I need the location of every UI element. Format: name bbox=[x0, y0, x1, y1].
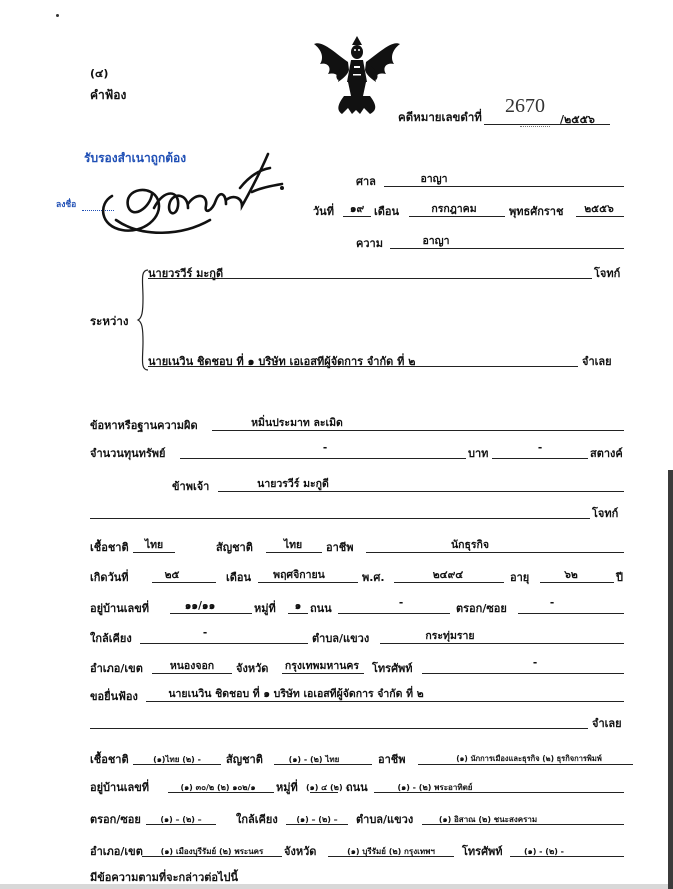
charge-label: ข้อหาหรือฐานความผิด bbox=[90, 419, 198, 432]
d-occupation: (๑) นักการเมืองและธุรกิจ (๒) ธุรกิจการพิมพ์ bbox=[456, 754, 602, 763]
p-moo-label: หมู่ที่ bbox=[254, 602, 276, 615]
d-nationality: (๑) - (๒) ไทย bbox=[288, 755, 340, 764]
file-against-label: ขอยื่นฟ้อง bbox=[90, 690, 138, 703]
p-nationality-label: สัญชาติ bbox=[216, 541, 253, 554]
d-moo-label: หมู่ที่ bbox=[276, 781, 298, 794]
p-race-label: เชื้อชาติ bbox=[90, 541, 129, 554]
me-label: ข้าพเจ้า bbox=[172, 480, 210, 493]
d-road: (๑) - (๒) พระอาทิตย์ bbox=[397, 783, 473, 792]
p-road: - bbox=[398, 597, 404, 609]
file-against-value: นายเนวิน ชิดชอบ ที่ ๑ บริษัท เอเอสทีผู้จัดการ จำกัด ที่ ๒ bbox=[168, 688, 424, 700]
certification-stamp-text: รับรองสำเนาถูกต้อง bbox=[84, 151, 187, 165]
p-soi: - bbox=[549, 597, 555, 609]
p-birth-year-label: พ.ศ. bbox=[362, 571, 385, 584]
amount-value: - bbox=[322, 442, 328, 454]
p-province-label: จังหวัด bbox=[236, 662, 269, 675]
d-road-label: ถนน bbox=[346, 781, 368, 794]
d-near-label: ใกล้เคียง bbox=[236, 813, 278, 826]
d-occupation-label: อาชีพ bbox=[378, 753, 406, 766]
p-race: ไทย bbox=[144, 539, 164, 551]
p-birth-label: เกิดวันที่ bbox=[90, 571, 129, 584]
d-nationality-label: สัญชาติ bbox=[226, 753, 263, 766]
d-subdistrict: (๑) อิสาณ (๒) ชนะสงคราม bbox=[438, 815, 538, 824]
scan-bottom-edge bbox=[0, 884, 673, 889]
form-number: (๔) bbox=[90, 67, 109, 80]
court-label: ศาล bbox=[356, 175, 376, 188]
case-year: /๒๕๕๖ bbox=[560, 113, 595, 126]
dot-mark bbox=[56, 14, 59, 17]
plaintiff-info-role: โจทก์ bbox=[592, 507, 619, 520]
p-occupation-label: อาชีพ bbox=[326, 541, 354, 554]
d-soi: (๑) – (๒) – bbox=[160, 815, 202, 824]
d-phone: (๑) - (๒) - bbox=[524, 847, 564, 856]
date-day: ๑๙ bbox=[349, 203, 365, 215]
closing-text: มีข้อความตามที่จะกล่าวต่อไปนี้ bbox=[90, 871, 239, 884]
year-label: พุทธศักราช bbox=[509, 205, 564, 218]
scratch-mark bbox=[520, 126, 550, 128]
garuda-emblem bbox=[308, 30, 406, 120]
p-house: ๑๑/๑๑ bbox=[184, 600, 216, 612]
d-house: (๑) ๓๐/๒ (๒) ๑๐๒/๑ bbox=[180, 783, 256, 792]
p-phone-label: โทรศัพท์ bbox=[372, 662, 413, 675]
d-province: (๑) บุรีรัมย์ (๒) กรุงเทพฯ bbox=[347, 847, 435, 856]
p-road-label: ถนน bbox=[310, 602, 332, 615]
plaintiff-name: นายวรวีร์ มะกูดี bbox=[148, 267, 224, 280]
court-value: อาญา bbox=[420, 173, 448, 185]
p-phone: - bbox=[532, 657, 538, 669]
p-age: ๖๒ bbox=[564, 569, 578, 581]
d-near: (๑) – (๒) – bbox=[296, 815, 338, 824]
defendant-name: นายเนวิน ชิดชอบ ที่ ๑ บริษัท เอเอสทีผู้จัดการ จำกัด ที่ ๒ bbox=[148, 355, 416, 368]
d-district-label: อำเภอ/เขต bbox=[90, 845, 143, 858]
baht-label: บาท bbox=[468, 447, 489, 460]
d-subdistrict-label: ตำบล/แขวง bbox=[356, 813, 414, 826]
p-near-label: ใกล้เคียง bbox=[90, 632, 132, 645]
case-number-value: 2670 bbox=[505, 95, 545, 117]
form-title: คำฟ้อง bbox=[90, 88, 127, 102]
p-birth-month: พฤศจิกายน bbox=[273, 569, 325, 581]
p-house-label: อยู่บ้านเลขที่ bbox=[90, 602, 150, 615]
handwritten-signature bbox=[92, 148, 292, 243]
scan-right-edge bbox=[668, 470, 673, 889]
baht-value: - bbox=[537, 442, 543, 454]
d-province-label: จังหวัด bbox=[284, 845, 317, 858]
p-subdistrict: กระทุ่มราย bbox=[425, 630, 475, 642]
p-birth-month-label: เดือน bbox=[226, 571, 252, 584]
p-province: กรุงเทพมหานคร bbox=[284, 660, 360, 672]
d-soi-label: ตรอก/ซอย bbox=[90, 813, 141, 826]
p-nationality: ไทย bbox=[283, 539, 303, 551]
case-number-label: คดีหมายเลขดำที่ bbox=[398, 110, 482, 124]
plaintiff-role: โจทก์ bbox=[594, 267, 621, 280]
date-month: กรกฎาคม bbox=[431, 203, 477, 215]
date-year: ๒๕๕๖ bbox=[584, 203, 614, 215]
p-birth-year: ๒๔๙๔ bbox=[432, 569, 464, 581]
p-soi-label: ตรอก/ซอย bbox=[456, 602, 507, 615]
p-birth-day: ๒๕ bbox=[164, 569, 180, 581]
p-occupation: นักธุรกิจ bbox=[450, 539, 490, 551]
case-type-label: ความ bbox=[356, 237, 383, 250]
month-label: เดือน bbox=[374, 205, 400, 218]
stamp-sign-label: ลงชื่อ bbox=[56, 200, 77, 210]
p-near: - bbox=[202, 627, 208, 639]
d-phone-label: โทรศัพท์ bbox=[462, 845, 503, 858]
me-value: นายวรวีร์ มะกูดี bbox=[257, 478, 329, 490]
p-age-label: อายุ bbox=[510, 571, 530, 584]
case-type-value: อาญา bbox=[422, 235, 450, 247]
d-house-label: อยู่บ้านเลขที่ bbox=[90, 781, 150, 794]
p-moo: ๑ bbox=[294, 600, 302, 612]
satang-label: สตางค์ bbox=[590, 447, 623, 460]
p-district: หนองจอก bbox=[169, 660, 215, 672]
charge-value: หมิ่นประมาท ละเมิด bbox=[251, 417, 343, 429]
between-label: ระหว่าง bbox=[90, 314, 129, 328]
defendant-role: จำเลย bbox=[582, 355, 612, 368]
defendant-info-role: จำเลย bbox=[592, 717, 622, 730]
p-district-label: อำเภอ/เขต bbox=[90, 662, 143, 675]
d-race: (๑)ไทย (๒) - bbox=[153, 755, 201, 764]
amount-label: จำนวนทุนทรัพย์ bbox=[90, 447, 166, 460]
d-district: (๑) เมืองบุรีรัมย์ (๒) พระนคร bbox=[160, 847, 264, 856]
p-age-unit: ปี bbox=[616, 571, 623, 584]
date-label: วันที่ bbox=[313, 205, 334, 218]
d-moo: (๑) ๔ (๒) - bbox=[306, 783, 349, 792]
p-subdistrict-label: ตำบล/แขวง bbox=[312, 632, 370, 645]
d-race-label: เชื้อชาติ bbox=[90, 753, 129, 766]
